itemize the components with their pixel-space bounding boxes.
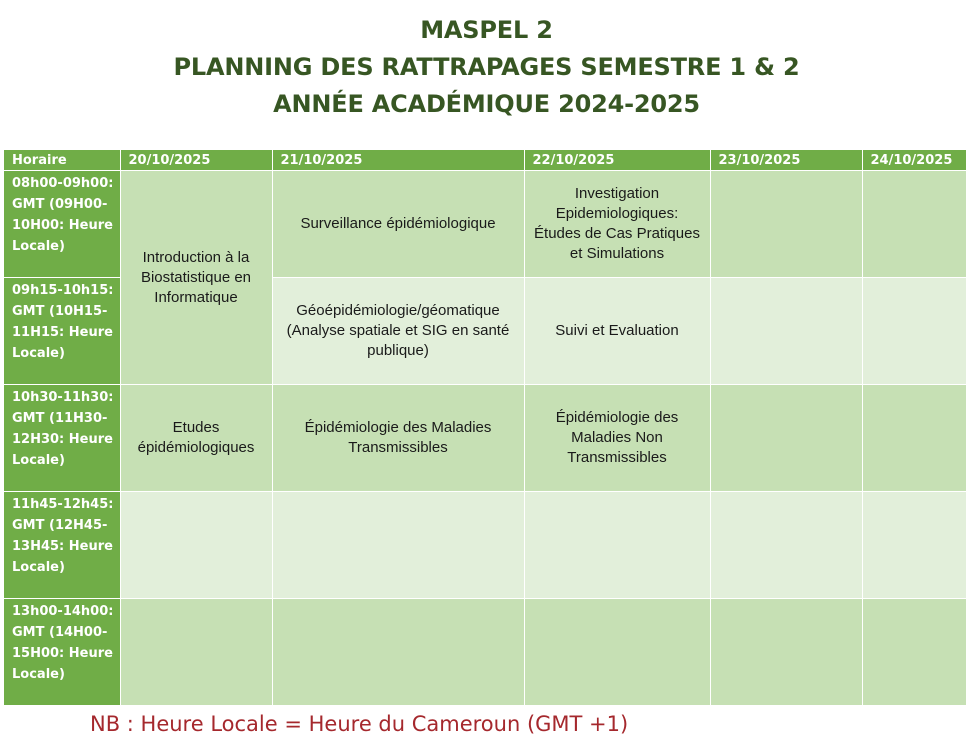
title-line-1: MASPEL 2 bbox=[420, 16, 553, 44]
table-row bbox=[4, 492, 966, 599]
course-label: Surveillance épidémiologique bbox=[300, 215, 496, 232]
empty-cell bbox=[524, 492, 710, 599]
column-header-23-10: 23/10/2025 bbox=[710, 150, 862, 171]
column-header-21-10: 21/10/2025 bbox=[272, 150, 524, 171]
course-label: Investigation Epidemiologiques: Études de Cas Pratiques et Simulations bbox=[534, 185, 700, 262]
course-label: Épidémiologie des Maladies Transmissibles bbox=[304, 419, 492, 456]
course-cell bbox=[120, 171, 272, 385]
empty-cell bbox=[862, 171, 966, 278]
course-label: Etudes épidémiologiques bbox=[137, 419, 255, 456]
course-label: Suivi et Evaluation bbox=[555, 322, 679, 339]
empty-cell bbox=[272, 599, 524, 706]
schedule-table bbox=[4, 150, 967, 706]
empty-cell bbox=[862, 278, 966, 385]
course-cell bbox=[524, 278, 710, 385]
course-cell bbox=[524, 171, 710, 278]
column-header-20-10: 20/10/2025 bbox=[120, 150, 272, 171]
column-header-horaire: Horaire bbox=[4, 150, 120, 171]
course-label: Épidémiologie des Maladies Non Transmissibles bbox=[555, 409, 679, 466]
empty-cell bbox=[862, 599, 966, 706]
course-label: Introduction à la Biostatistique en Informatique bbox=[140, 248, 252, 306]
header-row bbox=[4, 150, 966, 171]
empty-cell bbox=[710, 599, 862, 706]
empty-cell bbox=[120, 492, 272, 599]
column-header-24-10: 24/10/2025 bbox=[862, 150, 966, 171]
course-cell bbox=[120, 385, 272, 492]
title-line-3: ANNÉE ACADÉMIQUE 2024-2025 bbox=[273, 90, 700, 118]
table-row bbox=[4, 385, 966, 492]
empty-cell bbox=[710, 385, 862, 492]
time-slot: 08h00-09h00: GMT (09H00-10H00: Heure Locale) bbox=[4, 171, 120, 278]
time-slot: 09h15-10h15: GMT (10H15-11H15: Heure Locale) bbox=[4, 278, 120, 385]
time-slot: 13h00-14h00: GMT (14H00-15H00: Heure Locale) bbox=[4, 599, 120, 706]
empty-cell bbox=[120, 599, 272, 706]
empty-cell bbox=[862, 385, 966, 492]
empty-cell bbox=[710, 171, 862, 278]
document-title bbox=[0, 12, 973, 123]
title-line-2: PLANNING DES RATTRAPAGES SEMESTRE 1 & 2 bbox=[173, 53, 800, 81]
course-label: Géoépidémiologie/géomatique (Analyse spatiale et SIG en santé publique) bbox=[286, 302, 510, 359]
table-row bbox=[4, 599, 966, 706]
empty-cell bbox=[710, 278, 862, 385]
empty-cell bbox=[272, 492, 524, 599]
time-slot: 10h30-11h30: GMT (11H30-12H30: Heure Locale) bbox=[4, 385, 120, 492]
empty-cell bbox=[862, 492, 966, 599]
footnote: NB : Heure Locale = Heure du Cameroun (GMT +1) bbox=[90, 712, 629, 736]
empty-cell bbox=[524, 599, 710, 706]
column-header-22-10: 22/10/2025 bbox=[524, 150, 710, 171]
course-cell bbox=[272, 278, 524, 385]
empty-cell bbox=[710, 492, 862, 599]
course-cell bbox=[272, 171, 524, 278]
table-row bbox=[4, 171, 966, 278]
time-slot: 11h45-12h45: GMT (12H45-13H45: Heure Locale) bbox=[4, 492, 120, 599]
course-cell bbox=[272, 385, 524, 492]
course-cell bbox=[524, 385, 710, 492]
